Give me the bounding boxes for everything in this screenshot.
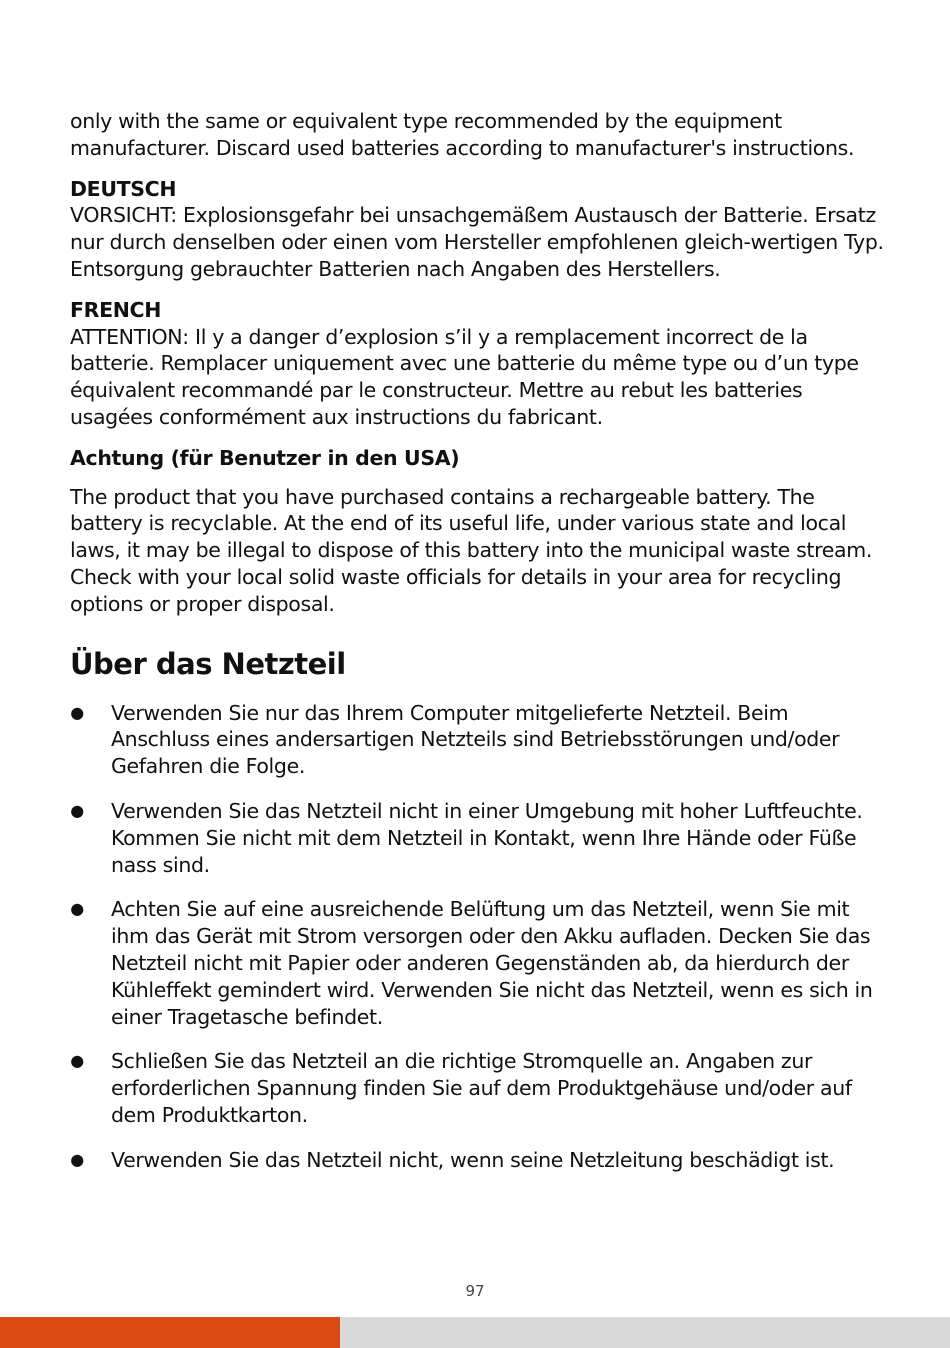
document-body	[70, 108, 890, 1192]
list-item	[70, 1147, 890, 1174]
list-item	[70, 798, 890, 878]
list-item-text: Schließen Sie das Netzteil an die richtige Stromquelle an. Angaben zur erforderlichen Spannung finden Sie auf dem Produktgehäuse und/oder auf dem Produktkarton.	[111, 1049, 852, 1127]
bullet-list	[70, 700, 890, 1174]
usa-notice-heading: Achtung (für Benutzer in den USA)	[70, 445, 460, 470]
footer-bar	[0, 1317, 950, 1348]
deutsch-block	[70, 176, 890, 283]
list-item-text: Verwenden Sie das Netzteil nicht, wenn seine Netzleitung beschädigt ist.	[111, 1147, 835, 1172]
footer-accent-bar	[0, 1317, 340, 1348]
deutsch-text: VORSICHT: Explosionsgefahr bei unsachgemäßem Austausch der Batterie. Ersatz nur durch denselben oder einen vom Hersteller empfohlenen gleich-wertigen Typ. Entsorgung gebrauchter Batterien nach Angaben des Herstellers.	[70, 203, 884, 281]
list-item-text: Achten Sie auf eine ausreichende Belüftung um das Netzteil, wenn Sie mit ihm das Gerät mit Strom versorgen oder den Akku aufladen. Decken Sie das Netzteil nicht mit Papier oder anderen Gegenständen ab, da hierdurch der Kühleffekt gemindert wird. Verwenden Sie nicht das Netzteil, wenn es sich in einer Tragetasche befindet.	[111, 897, 873, 1029]
french-text: ATTENTION: Il y a danger d’explosion s’il y a remplacement incorrect de la batterie. Remplacer uniquement avec une batterie du même type ou d’un type équivalent recommandé par le constructeur. Mettre au rebut les batteries usagées conformément aux instructions du fabricant.	[70, 324, 859, 429]
bullet-icon: ●	[70, 1149, 84, 1169]
list-item	[70, 700, 890, 780]
usa-notice-text: The product that you have purchased contains a rechargeable battery. The battery is recyclable. At the end of its useful life, under various state and local laws, it may be illegal to dispose of this battery into the municipal waste stream. Check with your local solid waste officials for details in your area for recycling options or proper disposal.	[70, 484, 873, 616]
intro-paragraph: only with the same or equivalent type recommended by the equipment manufacturer. Discard used batteries according to manufacturer's instructions.	[70, 109, 855, 160]
bullet-icon: ●	[70, 702, 84, 722]
list-item-text: Verwenden Sie nur das Ihrem Computer mitgelieferte Netzteil. Beim Anschluss eines andersartigen Netzteils sind Betriebsstörungen und/oder Gefahren die Folge.	[111, 700, 840, 779]
bullet-icon: ●	[70, 1051, 84, 1071]
page-number: 97	[465, 1282, 485, 1300]
bullet-icon: ●	[70, 899, 84, 919]
bullet-icon: ●	[70, 800, 84, 820]
list-item-text: Verwenden Sie das Netzteil nicht in einer Umgebung mit hoher Luftfeuchte. Kommen Sie nicht mit dem Netzteil in Kontakt, wenn Ihre Hände oder Füße nass sind.	[111, 798, 863, 877]
french-heading: FRENCH	[70, 297, 162, 322]
section-title: Über das Netzteil	[70, 646, 346, 681]
deutsch-heading: DEUTSCH	[70, 176, 177, 201]
list-item	[70, 896, 890, 1030]
list-item	[70, 1048, 890, 1128]
french-block	[70, 297, 890, 431]
